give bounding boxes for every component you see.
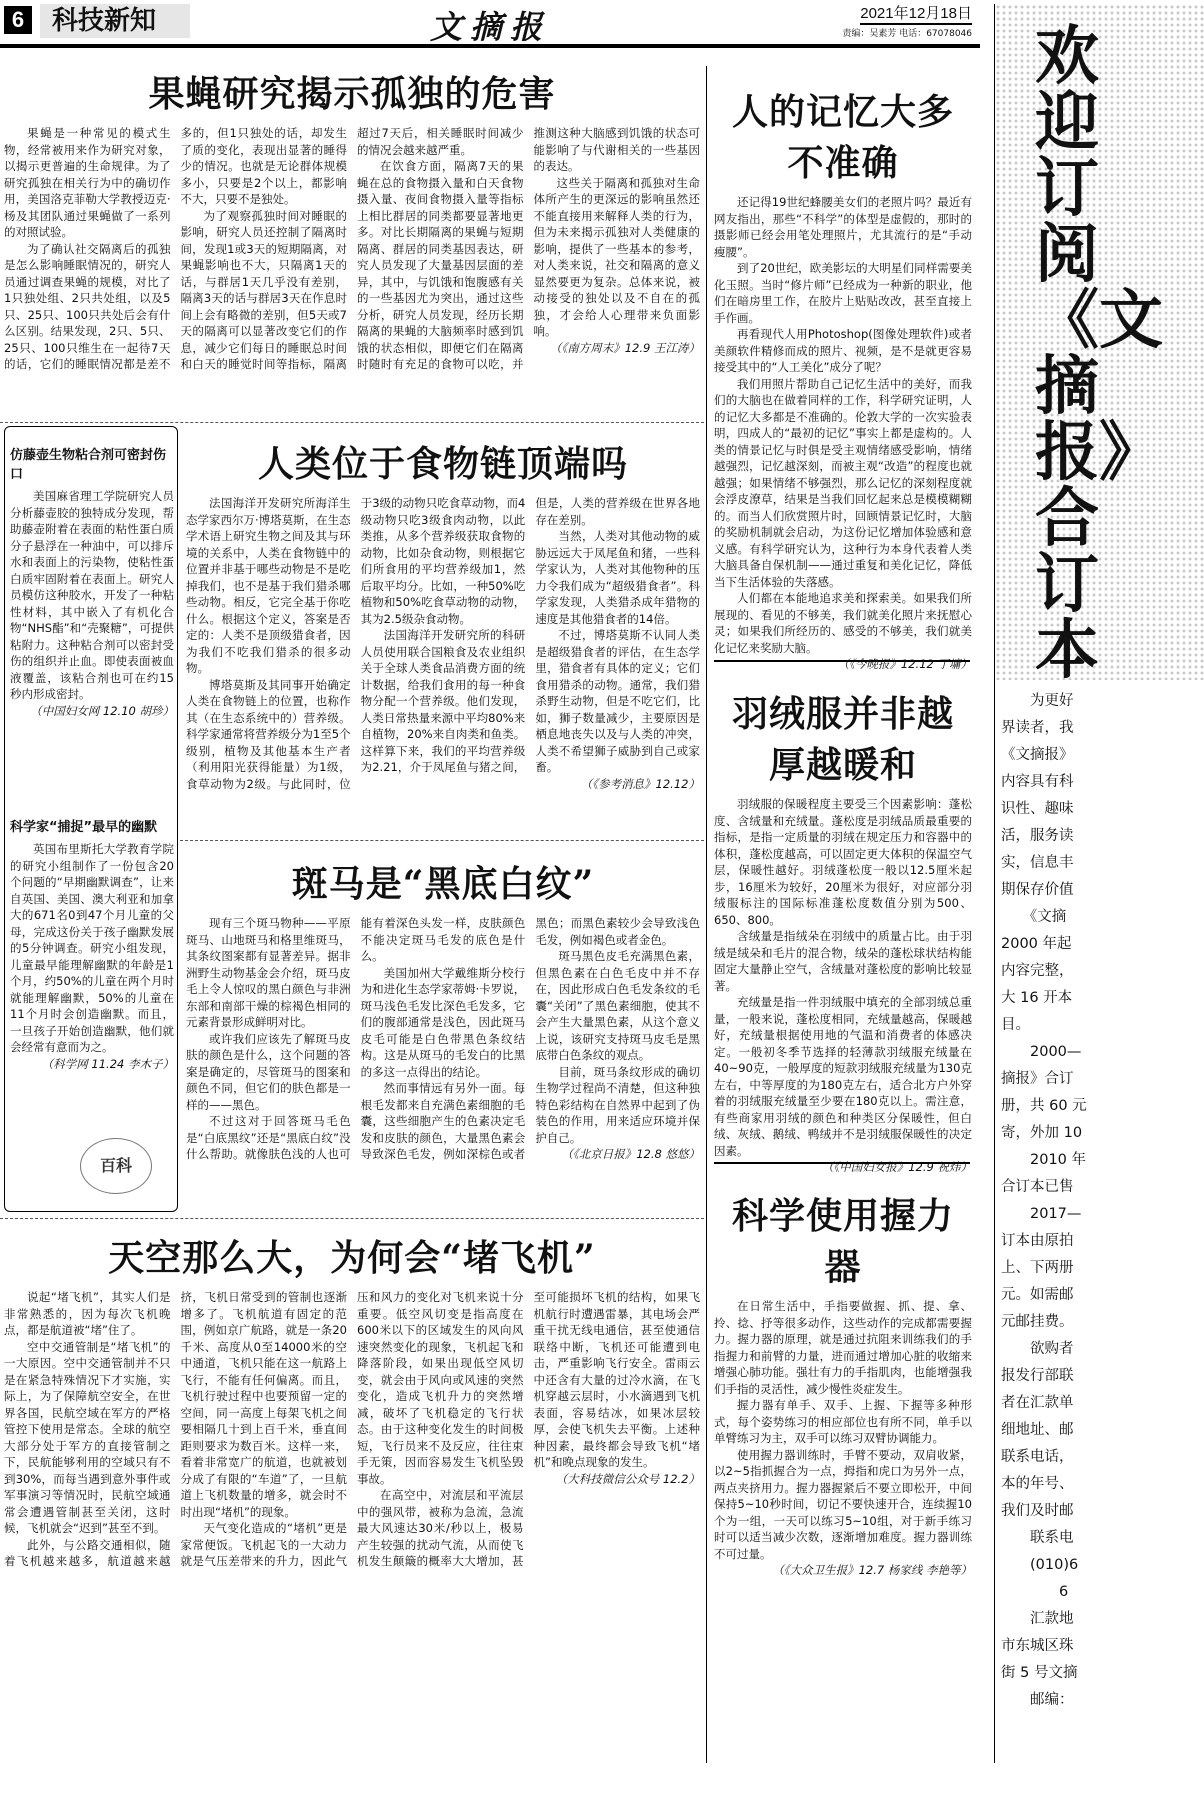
paragraph: 现有三个斑马物种——平原斑马、山地斑马和格里维斑马，其条纹图案都有显著差异。据非洲野生动物基金会介绍，斑马皮毛上令人惊叹的黑白颜色与非洲东部和南部干燥的棕褐色相同的元素背景形成鲜明对比。: [186, 916, 351, 1029]
ad-title-char: 《文: [1035, 284, 1163, 358]
ad-title-char: 迎: [1035, 86, 1099, 160]
encyclopedia-logo: 百科: [80, 1138, 152, 1194]
ad-line: 期保存价值: [1001, 882, 1074, 898]
ad-line: 细地址、邮: [1001, 1422, 1074, 1438]
ad-line: 识性、趣味: [1001, 801, 1074, 817]
paragraph: 不过这对于回答斑马毛色是“白底黑纹”还是“黑底白纹”没什么帮助。就像肤色浅的人也可能有着深色头发一样，皮肤颜色不能决定斑马毛发的底色是什么。: [186, 916, 526, 1161]
article-body: [714, 194, 972, 706]
paragraph: 这些关于隔离和孤独对生命体所产生的更深远的影响虽然还不能直接用来解释人类的行为，但为未来揭示孤独对人类健康的影响，提供了一些基本的参考，对人类来说，社交和隔离的意义显然要更为复杂。总体来说，被动接受的独处以及不自在的孤独，才会给人心理带来负面影响。: [533, 175, 700, 338]
article-source: （大科技微信公众号 12.2）: [555, 1471, 700, 1486]
paragraph: 握力器有单手、双手、上握、下握等多种形式，每个姿势练习的相应部位也有所不同，单手以单臂练习为主，双手可以练习双臂协调能力。: [714, 1398, 972, 1445]
section-divider: [180, 840, 704, 841]
ad-line: 目。: [1001, 1017, 1030, 1033]
ad-line: 我们及时邮: [1001, 1503, 1074, 1519]
article-body: [186, 495, 700, 839]
ad-line: 大 16 开本: [1001, 990, 1073, 1006]
article-source: （《今晚报》12.12 丁墉）: [837, 657, 972, 671]
ad-line: 2000 年起: [1001, 936, 1072, 952]
article-foodchain: [186, 432, 700, 834]
article-title: 天空那么大，为何会“堵飞机”: [108, 1237, 596, 1279]
ad-line: 册，共 60 元: [1001, 1098, 1087, 1114]
ad-line: 2010 年: [1001, 1152, 1087, 1168]
ad-line: 联系电: [1001, 1530, 1074, 1546]
article-body: [186, 915, 700, 1217]
article-barnacle: [10, 440, 174, 810]
article-body: [714, 796, 972, 1208]
ad-line: 2017—: [1001, 1206, 1082, 1222]
paragraph: 法国海洋开发研究所的科研人员使用联合国粮食及农业组织关于全球人类食品消费方面的统计数据，给我们食用的每一种食物分配一个营养级。他们发现，人类日常热量来源中平均80%来自植物，20%来自肉类和鱼类。这样算下来，我们的平均营养级为2.21，介于凤尾鱼与猪之间，但是，人类的营养级在世界各地存在差别。: [360, 496, 700, 774]
article-title: 羽绒服并非越厚越暖和: [731, 693, 954, 786]
ad-title-char: 摘: [1035, 350, 1099, 424]
article-body: [714, 1298, 972, 1815]
ad-title-char: 阅: [1035, 218, 1099, 292]
article-zebra: [186, 852, 700, 1212]
paragraph: 斑马黑色皮毛充满黑色素，但黑色素在白色毛皮中并不存在，因此形成白色毛发条纹的毛囊“关闭”了黑色素细胞，使其不会产生大量黑色素，从这个意义上说，该研究支持斑马皮毛是黑底带白色条纹的观点。: [535, 949, 700, 1062]
ad-line: 报发行部联: [1001, 1368, 1074, 1384]
ad-line: 为更好: [1001, 693, 1074, 709]
article-grip: [714, 1184, 972, 1759]
ad-line: 汇款地: [1001, 1611, 1074, 1627]
article-source: （《中国妇女报》12.9 祝炜）: [821, 1160, 972, 1174]
paragraph: 天气变化造成的“堵机”更是家常便饭。飞机起飞的一大动力就是气压差带来的升力，因此气压和风力的变化对飞机来说十分重要。低空风切变是指高度在600米以下的区域发生的风向风速突然变化的现象，飞机起飞和降落阶段，如果出现低空风切变，就会由于风向或风速的突然变化，造成飞机升力的突然增减，破坏了飞机稳定的飞行状态。由于这种变化发生的时间极短，飞行员来不及反应，往往束手无策，因而容易发生飞机坠毁事故。: [180, 1290, 524, 1568]
article-title: 仿藤壶生物粘合剂可密封伤口: [10, 448, 167, 482]
paragraph: 充绒量是指一件羽绒服中填充的全部羽绒总重量，一般来说，蓬松度相同，充绒量越高，保暖越好，充绒量根据使用地的气温和消费者的体感决定。一般初冬季节选择的轻薄款羽绒服充绒量在40~90克，一般厚度的短款羽绒服充绒量为130克左右，中等厚度的为180克左右，适合北方户外穿着的羽绒服充绒量至少要在180克以上。需注意，有些商家用羽绒的颜色和种类区分保暖性，但白绒、灰绒、鹅绒、鸭绒并不是羽绒服保暖性的决定因素。: [714, 995, 972, 1158]
paragraph: 还记得19世纪蜂腰美女们的老照片吗？最近有网友指出，那些“不科学”的体型是虚假的，那时的摄影师已经会用笔处理照片，尤其流行的是“手动瘦腰”。: [714, 195, 972, 259]
article-source: （《参考消息》12.12）: [580, 776, 700, 791]
article-source: （科学网 11.24 李木子）: [41, 1056, 174, 1071]
article-source: （《南方周末》12.9 王江涛）: [549, 340, 700, 355]
article-body: [4, 1289, 700, 1765]
issue-date: 2021年12月18日: [860, 2, 972, 25]
ad-line: 市东城区珠: [1001, 1638, 1074, 1654]
article-airtraffic: [4, 1226, 700, 1760]
paragraph: 然而事情远有另外一面。每根毛发都来自充满色素细胞的毛囊，这些细胞产生的色素决定毛发和皮肤的颜色，大量黑色素会导致深色毛发，例如深棕色或者黑色；而黑色素较少会导致浅色毛发，例如褐色或者金色。: [360, 916, 700, 1161]
paragraph: 为了确认社交隔离后的孤独是怎么影响睡眠情况的，研究人员通过调查果蝇的规模，对比了1只独处组、2只共处组，以及5只、25只、100只共处后会有什么区别。结果发现，2只、5只、25只、100只维生在一起待7天的话，它们的睡眠情况都是差不多的，但1只独处的话，却发生了质的变化，表现出显著的睡得少的情况。也就是无论群体规模多小，只要是2个以上，都影响不大，只要不是独处。: [4, 126, 347, 371]
paragraph: 再看现代人用Photoshop(图像处理软件)或者美颜软件精修而成的照片、视频，是不是就更容易接受其中的“人工美化”成分了呢？: [714, 327, 972, 374]
ad-line: 邮编：: [1001, 1692, 1074, 1708]
ad-line: 寄，外加 10: [1001, 1125, 1083, 1141]
page-number: 6: [4, 6, 32, 34]
article-title: 科学家“捕捉”最早的幽默: [10, 820, 158, 835]
column-divider: [706, 66, 707, 1763]
ad-line: 2000—: [1001, 1044, 1082, 1060]
ad-line: 合订本已售: [1001, 1179, 1074, 1195]
article-title: 人的记忆大多不准确: [731, 91, 954, 184]
paragraph: 在日常生活中，手指要做握、抓、提、拿、拎、捻、抒等很多动作，这些动作的完成都需要握力。握力器的原理，就是通过抗阻来训练我们的手指握力和前臂的力量，进而通过增加心脏的收缩来增强心肺功能。强壮有力的手指肌肉，也能增强我们手指的灵活性，减少慢性炎症发生。: [714, 1299, 972, 1396]
article-body: [10, 841, 174, 1138]
paragraph: 果蝇是一种常见的模式生物，经常被用来作为研究对象，以揭示更普遍的生命规律。为了研究孤独在相关行为中的确切作用，美国洛克菲勒大学教授迈克·杨及其团队通过果蝇做了一系列的对照试验。: [4, 126, 171, 239]
paragraph: 法国海洋开发研究所海洋生态学家西尔万·博塔莫斯，在生态学术语上研究生物之间及其与环境的关系中，人类在食物链中的位置并非基于哪些动物是不是吃掉我们，也不是基于我们猎杀哪些动物。相反，它完全基于你吃什么。根据这个定义，答案是否定的：人类不是顶级猎食者，因为我们不吃我们猎杀的很多动物。: [186, 496, 351, 675]
paragraph: 说起“堵飞机”，其实人们是非常熟悉的，因为每次飞机晚点，都是航道被“堵”住了。: [4, 1290, 171, 1337]
ad-line: 联系电话，: [1001, 1449, 1074, 1465]
article-humor: [10, 812, 174, 1137]
ad-line: 界读者，我: [1001, 720, 1074, 736]
page-header: [0, 0, 980, 48]
paragraph: 空中交通管制是“堵飞机”的一大原因。空中交通管制并不只是在紧急特殊情况下才实施，实际上，为了保障航空安全，在世界各国，民航空域在军方的严格管控下使用是常态。全球的航空大部分处于军方的直接管制之下，民航能够利用的空域只有不到30%，而每当遇到意外事件或军事演习等情况时，民航空域通常会遭遇管制甚至关闭，这时候，飞机就会“迟到”甚至不到。: [4, 1339, 171, 1535]
masthead-logo: 文摘报: [430, 8, 551, 46]
ad-title-char: 订: [1035, 152, 1099, 226]
paragraph: 使用握力器训练时，手臂不要动，双肩收紧，以2~5指抓握合为一点，拇指和虎口为另外一点，两点夹挤用力。握力器握紧后不要立即松开，中间保持5~10秒时间，切记不要快速开合，连续握10个为一组，一天可以练习5~10组，对于新手练习时可以适当减少次数，逐渐增加难度。握力器训练不可过量。: [714, 1447, 972, 1561]
paragraph: 美国麻省理工学院研究人员分析藤壶胶的独特成分发现，帮助藤壶附着在表面的粘性蛋白质分子悬浮在一种油中，可以排斥水和表面上的污染物，使粘性蛋白质牢固附着在表面上。研究人员模仿这种胶水，开发了一种粘性材料，其中嵌入了有机化合物“NHS酯”和“壳聚糖”，可提供粘附力。这种粘合剂可以密封受伤的组织并止血。即使表面被血液覆盖，该粘合剂也可在约15秒内形成密封。: [10, 489, 174, 701]
ad-line: 6: [1001, 1584, 1069, 1600]
ad-line: 元邮挂费。: [1001, 1314, 1074, 1330]
paragraph: 美国加州大学戴维斯分校行为和进化生态学家蒂姆·卡罗说，斑马浅色毛发比深色毛发多，它们的腹部通常是浅色，因此斑马皮毛可能是白色带黑色条纹结构。这是从斑马的毛发白的比黑的多这一点得出的结论。: [360, 965, 526, 1079]
article-fruitfly: [4, 62, 700, 418]
paragraph: 在高空中，对流层和平流层中的强风带，被称为急流，急流最大风速达30米/秒以上，极易产生较强的扰动气流，从而使飞机发生颠簸的概率大大增加，甚至可能损坏飞机的结构，如果飞机航行时遭遇雷暴，其电场会严重干扰无线电通信，甚至使通信联络中断，飞机还可能遭到电击，严重影响飞行安全。雷雨云中还含有大量的过冷水滴，在飞机穿越云层时，小水滴遇到飞机表面，容易结冰，如果冰层较厚，会使飞机失去平衡。上述种种因素，最终都会导致飞机“堵机”和晚点现象的发生。: [357, 1290, 700, 1568]
ad-title-char: 欢: [1035, 20, 1099, 94]
paragraph: 羽绒服的保暖程度主要受三个因素影响：蓬松度、含绒量和充绒量。蓬松度是羽绒品质最重要的指标，是指一定质量的羽绒在规定压力和容器中的体积，蓬松度越高，可以固定更大体积的保温空气层，保暖性越好。羽绒蓬松度一般以12.5厘米起步，16厘米为较好，20厘米为很好，对应部分羽绒服标注的国际标准蓬松度数值分别为500、650、800。: [714, 797, 972, 927]
ad-title-char: 报》: [1035, 416, 1163, 490]
ad-line: 内容具有科: [1001, 774, 1074, 790]
paragraph: 目前，斑马条纹形成的确切生物学过程尚不清楚，但这种独特色彩结构在自然界中起到了伪装色的作用，用来适应环境并保护自己。: [535, 1064, 700, 1145]
article-body: [4, 125, 700, 423]
ad-line: 元。如需邮: [1001, 1287, 1074, 1303]
article-title: 斑马是“黑底白纹”: [291, 863, 595, 905]
ad-title-char: 合: [1035, 482, 1099, 556]
paragraph: 到了20世纪，欧美影坛的大明星们同样需要美化玉照。当时“修片师”已经成为一种新的职业，他们在暗房里工作，在胶片上贴贴改改，甚至直接上手作画。: [714, 261, 972, 325]
ad-title-char: 订: [1035, 548, 1099, 622]
ad-line: 者在汇款单: [1001, 1395, 1074, 1411]
paragraph: 人们都在本能地追求美和探索美。如果我们所展现的、看见的不够美，我们就美化照片来抚慰心灵；如果我们所经历的、感受的不够美，我们就美化记忆来奖励大脑。: [714, 591, 972, 655]
ad-line: 《文摘报》: [1001, 747, 1074, 763]
article-memory: [714, 80, 972, 671]
ad-title: [995, 4, 1204, 688]
ad-line: 《文摘: [1001, 909, 1067, 925]
article-title: 果蝇研究揭示孤独的危害: [148, 73, 556, 115]
article-body: [10, 488, 174, 830]
article-source: （中国妇女网 12.10 胡珍）: [30, 703, 174, 718]
ad-line: 本的年号、: [1001, 1476, 1074, 1492]
ad-line: 内容完整，: [1001, 963, 1074, 979]
paragraph: 不过，博塔莫斯不认同人类是超级猎食者的评估，在生态学里，猎食者有具体的定义；它们食用猎杀的动物。通常，我们猎杀野生动物，但是不吃它们，比如，狮子数量减少，主要原因是栖息地丧失以及与人类的冲突，人类不希望狮子威胁到自己或家畜。: [535, 628, 700, 774]
article-title: 科学使用握力器: [731, 1195, 954, 1288]
paragraph: 我们用照片帮助自己记忆生活中的美好，而我们的大脑也在做着同样的工作，科学研究证明，人的记忆大多都是不准确的。伦敦大学的一次实验表明，四成人的“最初的记忆”事实上都是虚构的。人类的情景记忆与时俱是受主观情绪感受影响，情绪越强烈，记忆越深刻，而被主观“改造”的程度也就越强；如果情绪不够强烈，那么记忆的深刻程度就会浮皮潦草，结果是当我们回忆起来总是模模糊糊的。而当人们欣赏照片时，回顾情景记忆时，大脑的奖励机制就会启动，为这份记忆增加体验感和意义感。有科学研究认为，这种行为本身代表着人类大脑具备自保机制——通过重复和美化记忆，降低当下生活体验的失落感。: [714, 376, 972, 589]
section-title: 科技新知: [40, 4, 190, 38]
ad-line: 欲购者: [1001, 1341, 1074, 1357]
ad-line: 实，信息丰: [1001, 855, 1074, 871]
article-title: 人类位于食物链顶端吗: [257, 443, 628, 485]
subscription-ad: [994, 4, 1204, 1763]
paragraph: 此外，与公路交通相似，随着飞机越来越多，航道越来越挤，飞机日常受到的管制也逐渐增多了。飞机航道有固定的范围，例如京广航路，就是一条20千米、高度从0至14000米的空中通道，飞机只能在这一航路上飞行，不能有任何偏离。而且，飞机行驶过程中也要预留一定的空间，同一高度上每架飞机之间要相隔几十到上百千米，垂直间距则要求为数百米。这样一来，看着非常宽广的航道，也就被划分成了有限的“车道”了，一旦航道上飞机数量的增多，就会时不时出现“堵机”的现象。: [4, 1290, 347, 1568]
paragraph: 或许我们应该先了解斑马皮肤的颜色是什么，这个问题的答案是确定的，尽管斑马的图案和颜色不同，但它们的肤色都是一样的——黑色。: [186, 1031, 351, 1112]
article-downcoat: [714, 682, 972, 1174]
ad-title-char: 本: [1035, 614, 1099, 688]
paragraph: 当然，人类对其他动物的威胁远远大于凤尾鱼和猪，一些科学家认为，人类对其他物种的压力令我们成为“超级猎食者”。科学家发现，人类猎杀成年猎物的速度是其他猎食者的14倍。: [535, 529, 700, 626]
paragraph: 英国布里斯托大学教育学院的研究小组制作了一份包含20个问题的“早期幽默调查”，让来自英国、美国、澳大利亚和加拿大的671名0到47个月儿童的父母，完成这份关于孩子幽默发展的5分钟调查。研究小组发现，儿童最早能理解幽默的年龄是1个月，约50%的儿童在两个月时就能理解幽默，50%的儿童在11个月时会创造幽默。而且，一旦孩子开始创造幽默，他们就会经常有意而为之。: [10, 842, 174, 1054]
paragraph: 在饮食方面，隔离7天的果蝇在总的食物摄入量和白天食物摄入量、夜间食物摄入量等指标上相比群居的同类都要显著地更多。对比长期隔离的果蝇与短期隔离、群居的同类基因表达，研究人员发现了大量基因层面的差异，其中，与饥饿和饱腹感有关的一些基因尤为突出，通过这些分析，研究人员发现，经历长期隔离的果蝇的大脑频率时感到饥饿的状态相似，即便它们在隔离时随时有充足的食物可以吃，并推测这种大脑感到饥饿的状态可能影响了与代谢相关的一些基因的表达。: [357, 126, 700, 371]
ad-line: 上、下两册: [1001, 1260, 1074, 1276]
ad-line: 摘报》合订: [1001, 1071, 1074, 1087]
editor-info: 责编：吴素芳 电话：67078046: [842, 29, 972, 39]
ad-line: (010)6: [1001, 1557, 1079, 1573]
section-divider: [0, 1218, 704, 1219]
ad-body: [995, 680, 1204, 1714]
article-source: （《大众卫生报》12.7 杨家线 李艳等）: [772, 1563, 972, 1577]
article-source: （《北京日报》12.8 悠悠）: [561, 1147, 700, 1161]
ad-line: 活，服务读: [1001, 828, 1074, 844]
paragraph: 为了观察孤独时间对睡眠的影响，研究人员还控制了隔离时间，发现1或3天的短期隔离，对果蝇影响也不大，只隔离1天的话，与群居1天几乎没有差别，隔离3天的话与群居3天在作息时间上会有略微的差别，但5天或7天的隔离可以显著改变它们的作息，减少它们每日的睡眠总时间和白天的睡觉时间等指标，隔离超过7天后，相关睡眠时间减少的情况会越来越严重。: [180, 126, 524, 371]
paragraph: 博塔莫斯及其同事开始确定人类在食物链上的位置，也称作其（在生态系统中的）营养级。科学家通常将营养级分为1至5个级别，植物及其他基本生产者（利用阳光获得能量）为1级，食草动物为2级。与此同时，位于3级的动物只吃食草动物，而4级动物只吃3级食肉动物，以此类推，从多个营养级获取食物的动物，比如杂食动物，则根据它们所食用的平均营养级加1，然后取平均分。比如，一种50%吃植物和50%吃食草动物的动物，其为2.5级杂食动物。: [186, 496, 526, 791]
ad-line: 街 5 号文摘: [1001, 1665, 1078, 1681]
paragraph: 含绒量是指绒朵在羽绒中的质量占比。由于羽绒是绒朵和毛片的混合物，绒朵的蓬松球状结构能固定大量静止空气，含绒量对蓬松度的影响比较显著。: [714, 929, 972, 993]
ad-line: 订本由原拍: [1001, 1233, 1074, 1249]
